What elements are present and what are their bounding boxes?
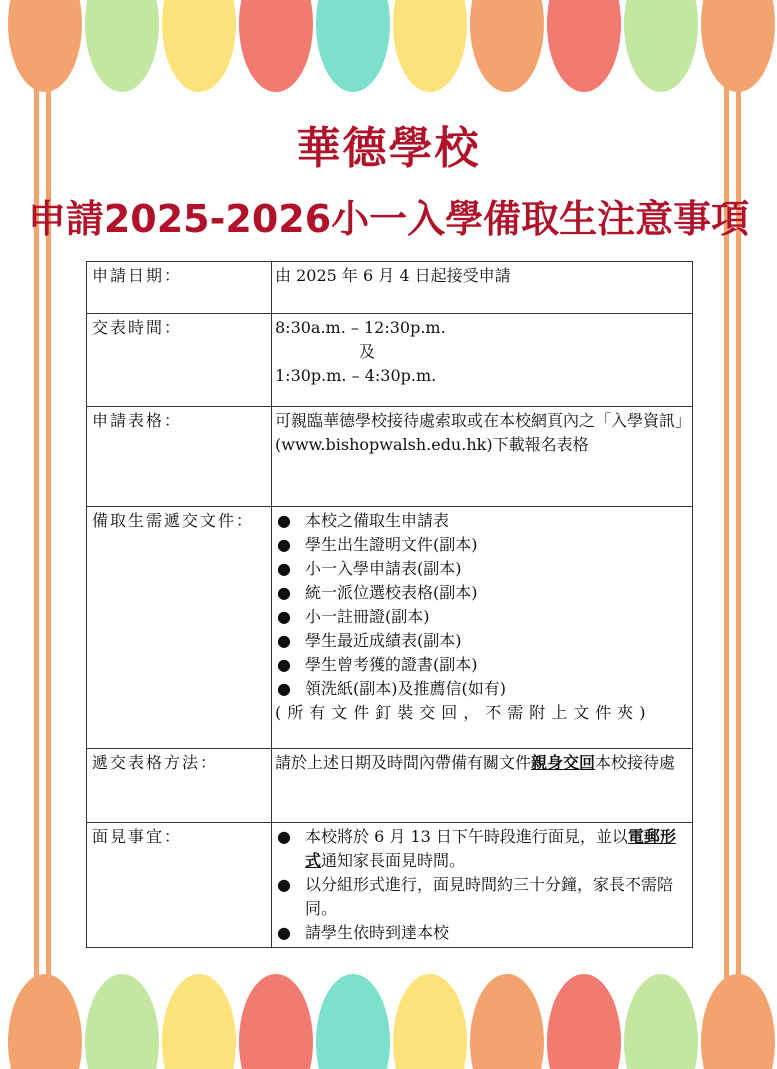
row-value-documents xyxy=(272,507,693,749)
method-emphasis: 親身交回 xyxy=(531,753,596,772)
row-label-interview: 面見事宜： xyxy=(87,823,272,948)
list-item: ● 本校之備取生申請表 xyxy=(275,509,688,533)
top-balloon xyxy=(239,0,313,92)
list-item: ● 學生出生證明文件(副本) xyxy=(275,533,688,557)
table-row xyxy=(87,262,693,314)
row-value-method xyxy=(272,749,693,823)
row-label-submit-time: 交表時間： xyxy=(87,314,272,407)
top-balloon xyxy=(624,0,698,92)
list-item xyxy=(275,825,688,873)
row-value-apply-date: 由 2025 年 6 月 4 日起接受申請 xyxy=(272,262,693,314)
interview-list xyxy=(275,825,688,945)
list-item: ● 小一註冊證(副本) xyxy=(275,605,688,629)
top-balloon xyxy=(393,0,467,92)
method-text: 請於上述日期及時間內帶備有關文件 xyxy=(275,753,532,772)
row-value-interview xyxy=(272,823,693,948)
school-name: 華德學校 xyxy=(296,123,481,174)
table-row xyxy=(87,314,693,407)
bottom-balloon xyxy=(85,974,159,1069)
table-row xyxy=(87,507,693,749)
bottom-balloon xyxy=(547,974,621,1069)
table-row xyxy=(87,407,693,507)
bottom-balloon xyxy=(393,974,467,1069)
submit-time-morning: 8:30a.m. – 12:30p.m. xyxy=(275,318,446,337)
top-balloon xyxy=(316,0,390,92)
row-value-submit-time xyxy=(272,314,693,407)
list-item: ● 請學生依時到達本校 xyxy=(275,921,688,945)
list-item: ● 小一入學申請表(副本) xyxy=(275,557,688,581)
bottom-balloon xyxy=(239,974,313,1069)
interview-text: 本校將於 6 月 13 日下午時段進行面見，並以 xyxy=(305,827,628,846)
document-list xyxy=(275,509,688,701)
list-item: ● 學生最近成績表(副本) xyxy=(275,629,688,653)
bottom-balloon xyxy=(8,974,82,1069)
documents-note: (所有文件釘裝交回，不需附上文件夾) xyxy=(275,703,652,722)
bottom-balloon xyxy=(701,974,775,1069)
bottom-balloon xyxy=(624,974,698,1069)
bottom-balloon xyxy=(470,974,544,1069)
notice-title: 申請2025-2026小一入學備取生注意事項 xyxy=(27,197,750,241)
bottom-balloon xyxy=(162,974,236,1069)
list-item: ● 領洗紙(副本)及推薦信(如有) xyxy=(275,677,688,701)
email-emphasis: 電郵形式 xyxy=(305,827,676,870)
row-label-apply-date: 申請日期： xyxy=(87,262,272,314)
bottom-balloon xyxy=(316,974,390,1069)
top-balloon xyxy=(8,0,82,92)
list-item: ● 學生曾考獲的證書(副本) xyxy=(275,653,688,677)
table-row xyxy=(87,749,693,823)
info-table xyxy=(86,261,693,948)
interview-text-end: 通知家長面見時間。 xyxy=(321,851,466,870)
row-label-method: 遞交表格方法： xyxy=(87,749,272,823)
top-balloon xyxy=(547,0,621,92)
method-text-end: 本校接待處 xyxy=(595,753,676,772)
top-balloon xyxy=(85,0,159,92)
row-label-documents: 備取生需遞交文件： xyxy=(87,507,272,749)
submit-time-afternoon: 1:30p.m. – 4:30p.m. xyxy=(275,366,437,385)
top-balloon xyxy=(701,0,775,92)
submit-time-and: 及 xyxy=(359,342,376,361)
table-row xyxy=(87,823,693,948)
list-item: ● 統一派位選校表格(副本) xyxy=(275,581,688,605)
top-balloon xyxy=(470,0,544,92)
row-value-form: 可親臨華德學校接待處索取或在本校網頁內之「入學資訊」(www.bishopwalsh.edu.hk)下載報名表格 xyxy=(272,407,693,507)
top-balloon xyxy=(162,0,236,92)
row-label-form: 申請表格： xyxy=(87,407,272,507)
list-item: ● 以分組形式進行，面見時間約三十分鐘，家長不需陪同。 xyxy=(275,873,688,921)
